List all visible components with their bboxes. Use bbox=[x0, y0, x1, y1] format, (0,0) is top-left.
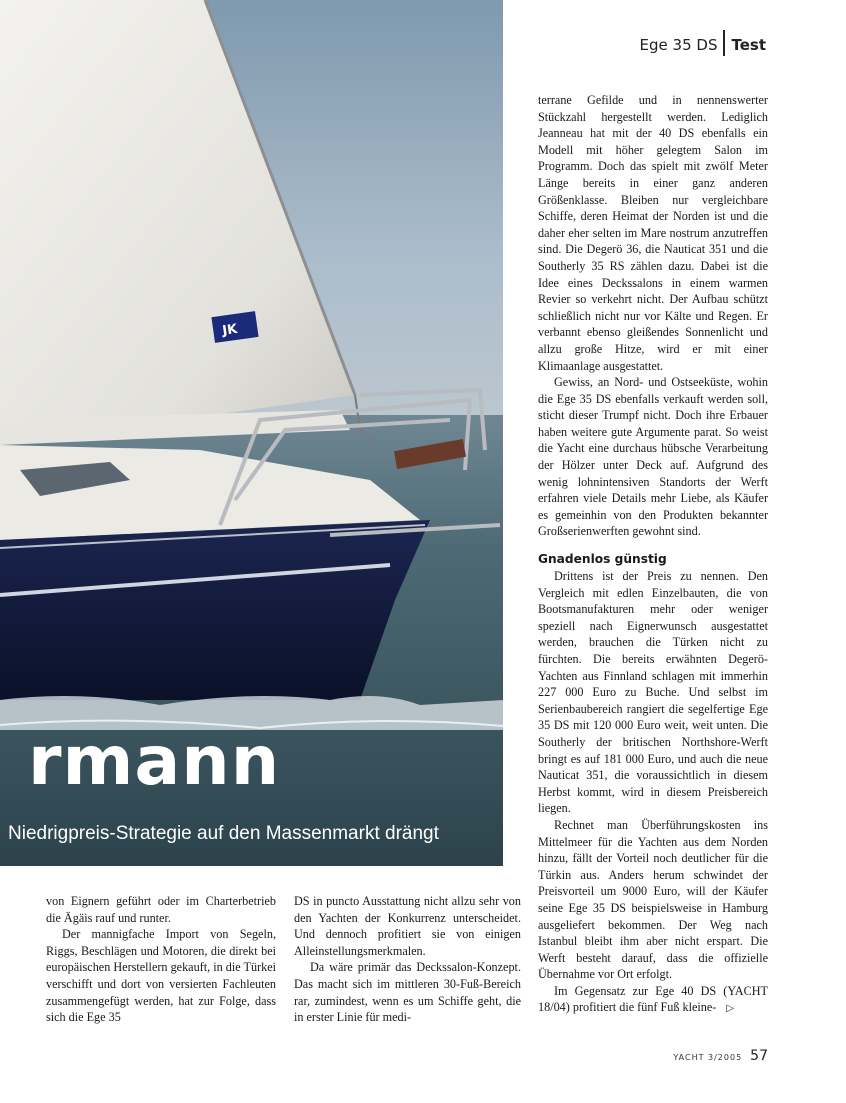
paragraph: von Eignern geführt oder im Charterbetrieb die Ägäis rauf und runter. bbox=[46, 894, 276, 925]
continue-arrow-icon: ▷ bbox=[726, 1003, 735, 1015]
subheadline: Niedrigpreis-Strategie auf den Massenmarkt drängt bbox=[8, 823, 439, 844]
paragraph: Rechnet man Überführungskosten ins Mittelmeer für die Yachten aus dem Norden hinzu, fällt der Vorteil noch deutlicher für die Türkin aus. Anders herum schwindet der Preisvorteil um 9000 Euro, will der Käufer seine Ege 35 DS beispielsweise in Hamburg ausgeliefert bekommen. Der Weg nach Istanbul bleibt ihm aber nicht erspart. Die Werft besteht darauf, dass die offizielle Übernahme vor Ort erfolgt. bbox=[538, 817, 768, 982]
header-section: Test bbox=[731, 36, 766, 54]
paragraph: DS in puncto Ausstattung nicht allzu sehr von den Yachten der Konkurrenz unterscheidet. Und dennoch profitiert sie von einigen Alleinstellungsmerkmalen. bbox=[294, 894, 521, 958]
paragraph: Der mannigfache Import von Segeln, Riggs, Beschlägen und Motoren, die direkt bei europäischen Herstellern gekauft, in die Türkei verschifft und dort von versierten Fachleuten zusammengefügt werden, hat zur Folge, dass sich die Ege 35 bbox=[46, 927, 276, 1025]
boat-photo bbox=[0, 0, 503, 866]
page-footer bbox=[673, 1045, 768, 1064]
magazine-issue: YACHT 3/2005 bbox=[673, 1053, 743, 1062]
header-divider bbox=[723, 30, 725, 56]
svg-text:JK: JK bbox=[221, 321, 239, 339]
page-number: 57 bbox=[750, 1048, 768, 1064]
column-middle bbox=[294, 893, 521, 1026]
column-left bbox=[46, 893, 276, 1026]
paragraph-last bbox=[538, 983, 768, 1018]
paragraph: Gewiss, an Nord- und Ostseeküste, wohin die Ege 35 DS ebenfalls verkauft werden soll, sticht dieser Trumpf nicht. Doch ihre Erbauer haben weitere gute Argumente parat. So weist die Yacht eine durchaus hübsche Verarbeitung der Hölzer unter Deck auf. Aufgrund des wenig lohnintensiven Standorts der Werft erfahren viele Details mehr Liebe, als Käufer es gemeinhin von den Produkten bekannter Großserienwerften gewohnt sind. bbox=[538, 375, 768, 539]
paragraph: Drittens ist der Preis zu nennen. Den Vergleich mit edlen Einzelbauten, die von Bootsmanufakturen mehr oder weniger speziell nach Eignerwunsch ausgestattet werden, brauchen die Türken nicht zu fürchten. Die bereits erwähnten Degerö-Yachten aus Finnland schlagen mit immerhin 227 000 Euro zu Buche. Und selbst im Serienbaubereich rangiert die segelfertige Ege 35 DS mit 120 000 Euro weit, weit unten. Die Southerly der britischen Northshore-Werft bringt es auf 181 000 Euro, und auch die neue Nauticat 351, die voraussichtlich in diesem Herbst kommt, wird in diesem Preisbereich liegen. bbox=[538, 569, 768, 816]
column-right bbox=[538, 92, 768, 1018]
paragraph: Da wäre primär das Deckssalon-Konzept. Das macht sich im mittleren 30-Fuß-Bereich rar, zumindest, wenn es um Schiffe geht, die in erster Linie für medi- bbox=[294, 960, 521, 1025]
paragraph-text: Im Gegensatz zur Ege 40 DS (YACHT 18/04) profitiert die fünf Fuß kleine- bbox=[538, 983, 768, 1015]
subheading: Gnadenlos günstig bbox=[538, 552, 667, 567]
paragraph: terrane Gefilde und in nennenswerter Stückzahl hergestellt werden. Lediglich Jeanneau hat mit der 40 DS ebenfalls ein Modell mit höher gelegtem Salon im Programm. Doch das spielt mit zwölf Meter Länge bereits in einer ganz anderen Größenklasse. Bleiben nur vergleichbare Schiffe, deren Heimat der Norden ist und die daher eher selten im Mare nostrum anzutreffen sind. Die Degerö 36, die Nauticat 351 und die Southerly 35 RS zählen dazu. Dabei ist die Idee eines Deckssalons in einem warmen Revier so verkehrt nicht. Der Aufbau schützt schließlich nicht nur vor Kälte und Regen. Er verbannt ebenso gleißendes Sonnenlicht und allzu große Hitze, wird er mit einer Klimaanlage ausgestattet. bbox=[538, 93, 768, 373]
header-model: Ege 35 DS bbox=[639, 36, 718, 54]
headline: rmann bbox=[28, 722, 281, 801]
running-header bbox=[640, 30, 766, 56]
hull bbox=[0, 520, 430, 700]
